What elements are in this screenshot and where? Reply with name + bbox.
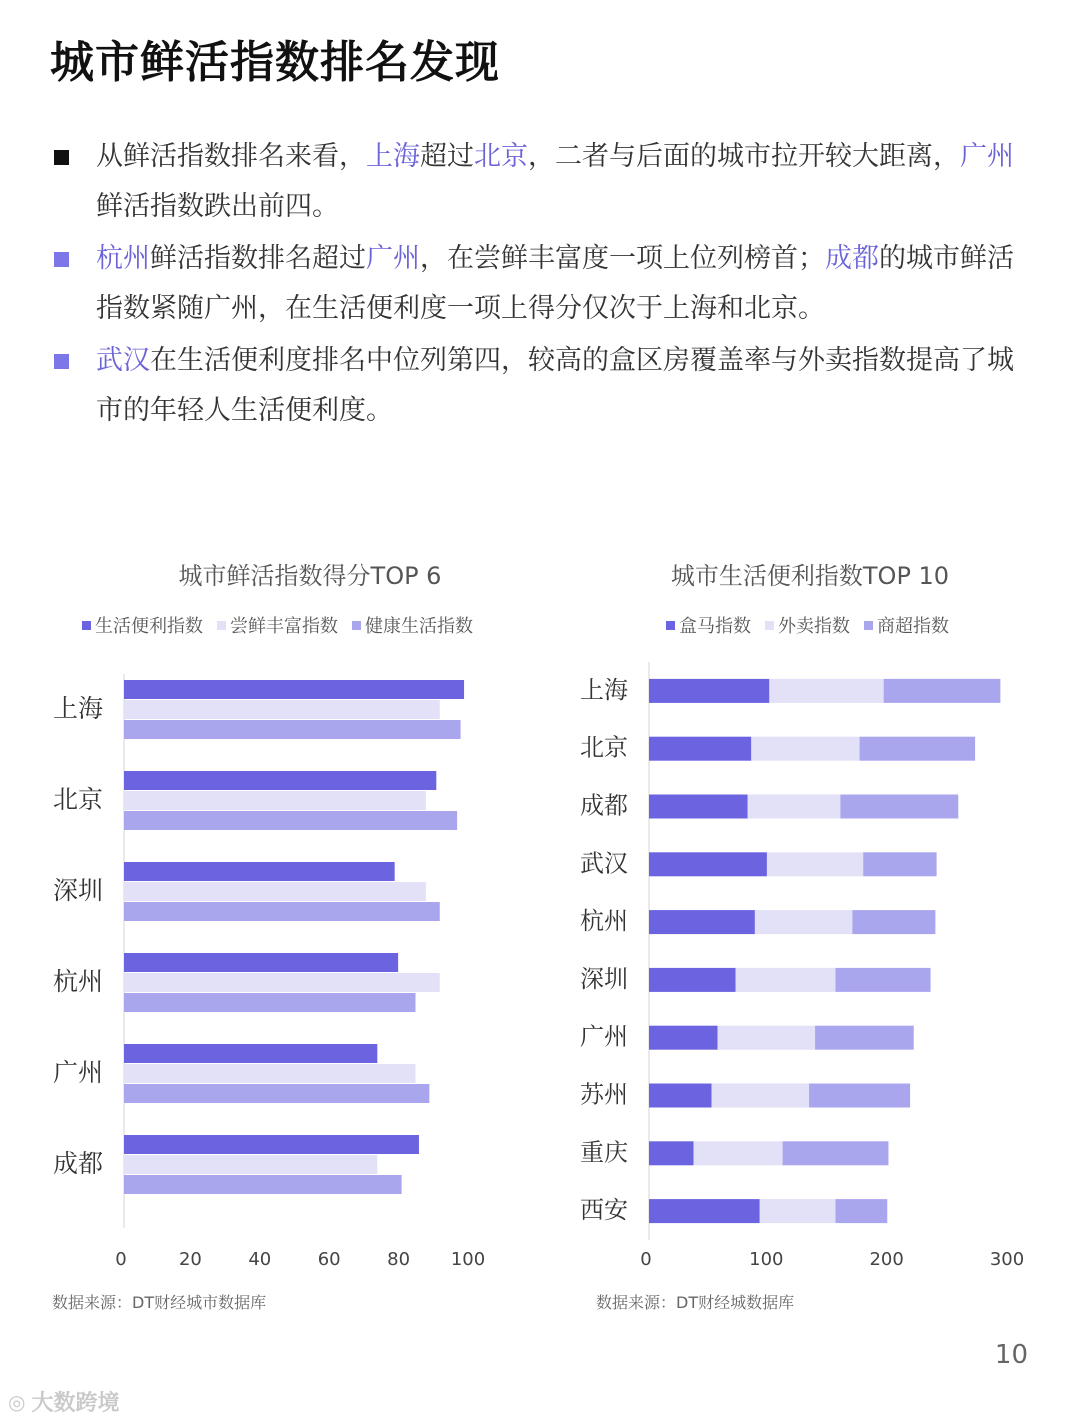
category-label: 广州 [580, 1022, 628, 1051]
legend-swatch-icon [765, 621, 774, 630]
city-highlight: 成都 [825, 243, 879, 274]
bar [124, 1044, 377, 1063]
x-tick-label: 20 [178, 1249, 202, 1270]
category-label: 成都 [52, 1149, 104, 1178]
category-label: 西安 [580, 1196, 628, 1225]
city-highlight: 北京 [474, 141, 528, 172]
x-tick-label: 100 [450, 1249, 486, 1270]
bullet-segment: 鲜活指数跌出前四。 [96, 191, 339, 222]
city-highlight: 广州 [960, 141, 1014, 172]
bar [124, 1084, 429, 1103]
city-highlight: 杭州 [96, 243, 150, 274]
bar [124, 680, 464, 699]
chart-title-freshness: 城市鲜活指数得分TOP 6 [178, 562, 442, 590]
legend-swatch-icon [864, 621, 873, 630]
x-tick-label: 0 [640, 1249, 652, 1270]
bullet-segment: 在生活便利度排名中位列第四，较高的盒区房覆盖率与外卖指数提高了城市的年轻人生活便利度。 [96, 345, 1014, 426]
x-tick-label: 60 [317, 1249, 341, 1270]
x-tick-label: 40 [248, 1249, 272, 1270]
bullet-segment: 从鲜活指数排名来看， [96, 141, 366, 172]
category-label: 苏州 [580, 1080, 628, 1109]
chart-title-convenience: 城市生活便利指数TOP 10 [670, 562, 950, 590]
bar [124, 700, 440, 719]
category-label: 成都 [580, 791, 628, 820]
x-tick-label: 300 [989, 1249, 1025, 1270]
bar [124, 973, 440, 992]
bar [124, 811, 457, 830]
chart-legend-convenience [666, 612, 963, 638]
category-label: 杭州 [580, 907, 628, 936]
watermark-text: 大数跨境 [31, 1391, 120, 1416]
category-label: 北京 [52, 785, 104, 814]
chart-source-freshness: 数据来源：DT财经城市数据库 [52, 1293, 267, 1312]
bullet-segment: 的城市鲜活指数紧随广州，在生活便利度一项上得分仅次于上海和北京。 [96, 243, 1014, 324]
category-label: 杭州 [52, 967, 104, 996]
legend-label: 健康生活指数 [365, 616, 473, 637]
x-tick-label: 200 [869, 1249, 904, 1270]
x-tick-label: 80 [387, 1249, 411, 1270]
category-label: 上海 [580, 675, 628, 704]
legend-item [666, 612, 751, 638]
bullet-segment: ，在尝鲜丰富度一项上位列榜首； [420, 243, 825, 274]
legend-swatch-icon [666, 621, 675, 630]
watermark [8, 1386, 119, 1417]
bar [124, 1175, 402, 1194]
page-number: 10 [994, 1340, 1028, 1370]
legend-label: 盒马指数 [679, 616, 751, 637]
city-highlight: 广州 [366, 243, 420, 274]
category-label: 上海 [52, 694, 104, 723]
bar [124, 882, 426, 901]
bar [124, 1064, 415, 1083]
category-label: 深圳 [52, 876, 104, 905]
city-highlight: 武汉 [96, 345, 150, 376]
legend-label: 尝鲜丰富指数 [230, 616, 338, 637]
bar [124, 791, 426, 810]
bullet-segment: 鲜活指数排名超过 [150, 243, 366, 274]
bar [124, 862, 395, 881]
page-title: 城市鲜活指数排名发现 [50, 37, 500, 88]
legend-label: 商超指数 [877, 616, 949, 637]
bar [124, 953, 398, 972]
legend-item [765, 612, 850, 638]
bullet-segment: 超过 [420, 141, 474, 172]
category-label: 深圳 [580, 964, 628, 993]
bar [124, 720, 461, 739]
category-label: 广州 [52, 1058, 104, 1087]
x-tick-label: 0 [115, 1249, 127, 1270]
bar [124, 993, 415, 1012]
chart-source-convenience: 数据来源：DT财经城数据库 [596, 1293, 795, 1312]
bar [124, 1135, 419, 1154]
bar [124, 771, 436, 790]
category-label: 北京 [580, 733, 628, 762]
bullet-segment: ，二者与后面的城市拉开较大距离， [528, 141, 960, 172]
category-label: 重庆 [580, 1138, 628, 1167]
x-tick-label: 100 [749, 1249, 784, 1270]
bar [124, 1155, 377, 1174]
legend-label: 外卖指数 [778, 616, 850, 637]
city-highlight: 上海 [366, 141, 420, 172]
category-label: 武汉 [580, 849, 628, 878]
watermark-logo-icon: ◎ [8, 1389, 26, 1414]
bar [124, 902, 440, 921]
legend-label: 生活便利指数 [95, 616, 203, 637]
legend-item [864, 612, 949, 638]
